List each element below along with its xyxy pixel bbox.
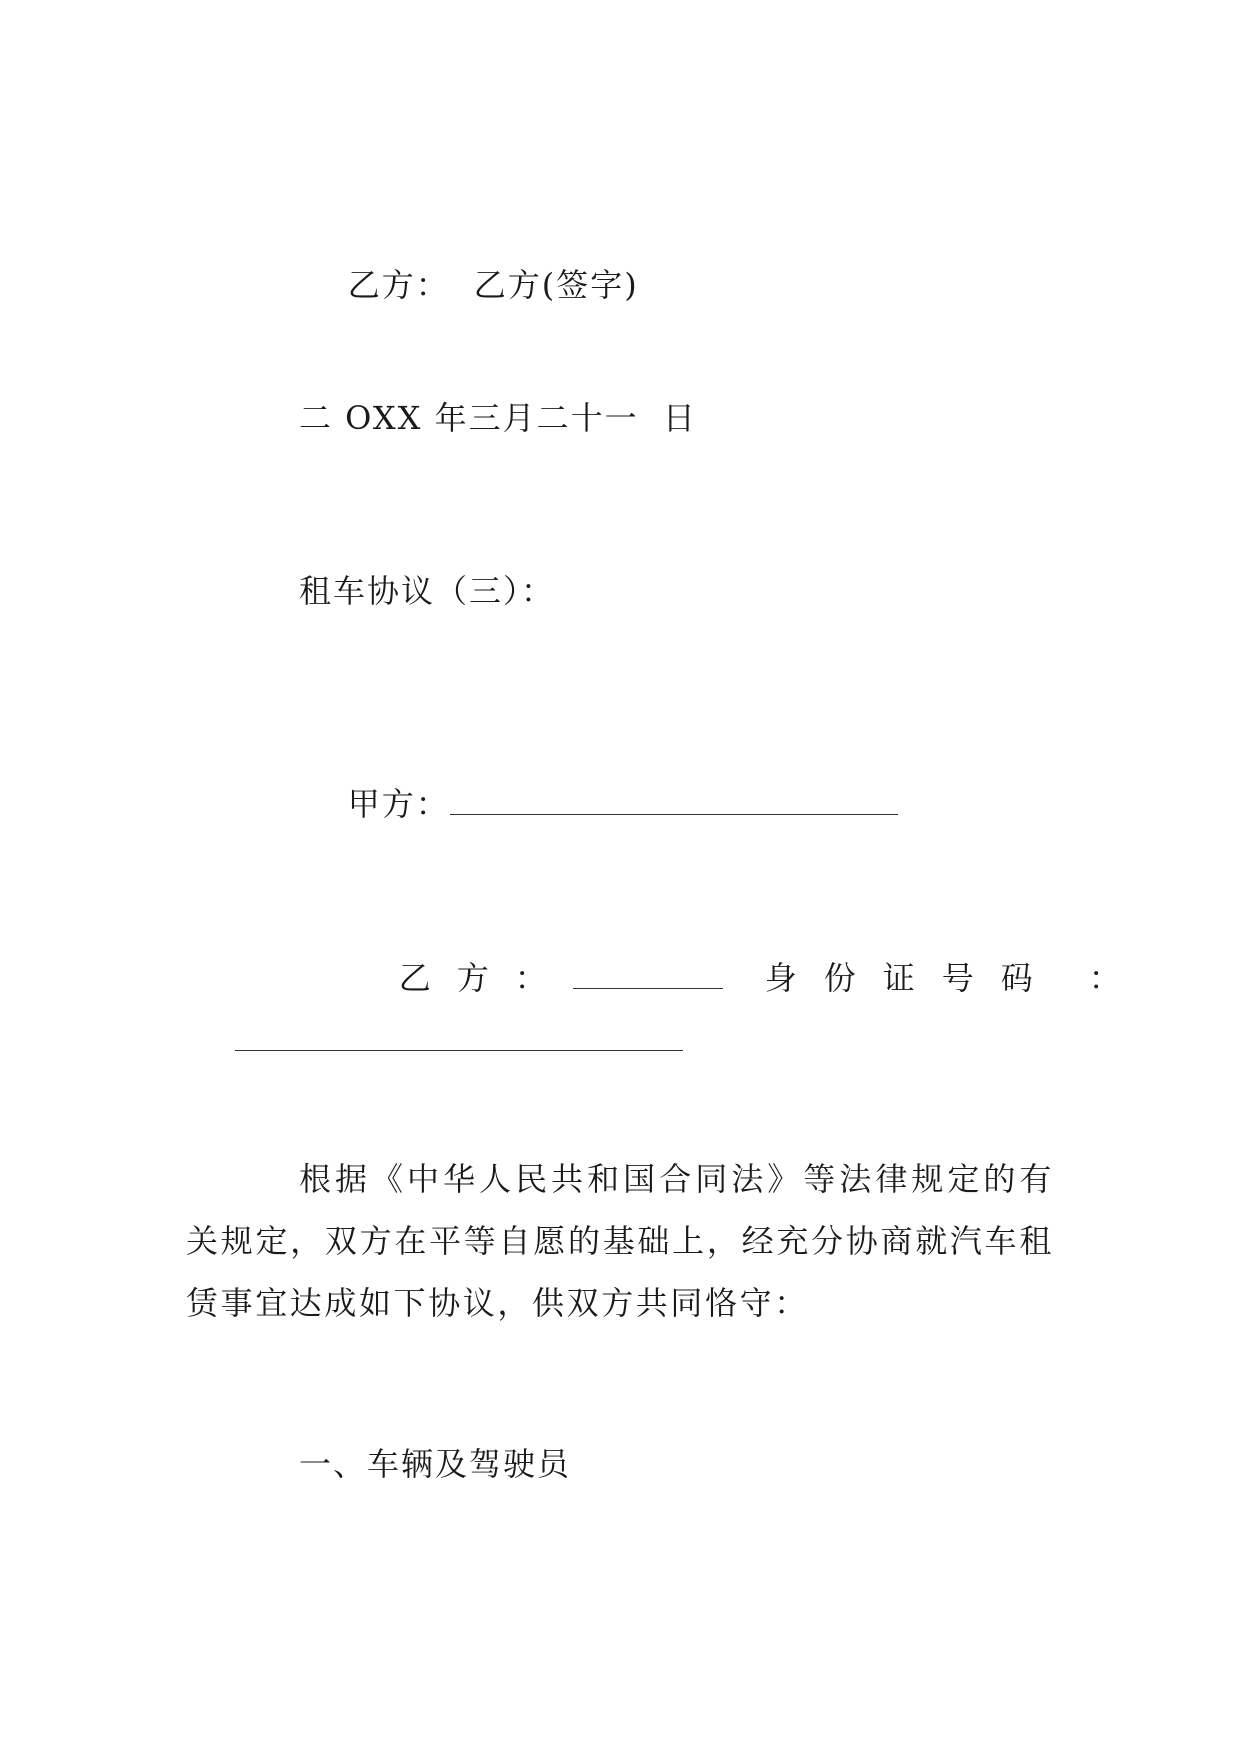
party-b-char-2: 方 — [456, 959, 491, 997]
party-b-label: 乙方： — [347, 266, 450, 304]
party-b-signature-value: 乙方(签字) — [473, 266, 639, 304]
party-a-label: 甲方： — [347, 785, 450, 823]
party-a-blank[interactable] — [450, 784, 898, 815]
id-label-char-6: ： — [1088, 959, 1123, 997]
party-b-char-3: ： — [514, 959, 549, 997]
party-b-char-1: 乙 — [398, 959, 433, 997]
party-a-line — [299, 744, 898, 864]
id-number-blank[interactable] — [235, 1020, 683, 1051]
id-label-char-4: 号 — [941, 959, 976, 997]
id-label-char-2: 份 — [823, 959, 858, 997]
agreement-date: 二 OXX 年三月二十一 日 — [299, 399, 697, 437]
section-title: 租车协议（三）： — [299, 572, 556, 610]
party-b-signature-line — [299, 225, 639, 345]
intro-paragraph: 根据《中华人民共和国合同法》等法律规定的有关规定，双方在平等自愿的基础上，经充分协商就汽车租赁事宜达成如下协议，供双方共同恪守： — [186, 1160, 1054, 1322]
id-number-line — [186, 980, 683, 1100]
id-label-char-3: 证 — [882, 959, 917, 997]
id-label-char-5: 码 — [1000, 959, 1035, 997]
id-label-char-1: 身 — [764, 959, 799, 997]
clause-1-title: 一、车辆及驾驶员 — [299, 1445, 572, 1483]
